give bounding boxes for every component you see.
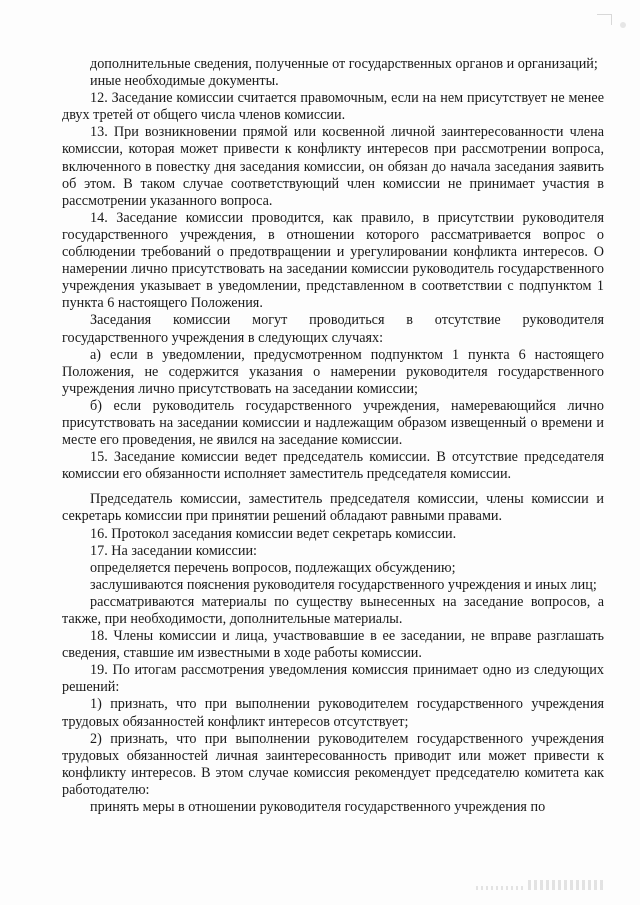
paragraph-other-documents: иные необходимые документы. bbox=[90, 73, 279, 90]
paragraph-14-presence: 14. Заседание комиссии проводится, как правило, в присутствии руководителя государственного учреждения, в отношении которого рассматривается вопрос о соблюдении требований о предотвращении и урегулировании конфликта интересов. О намерении лично присутствовать на заседании комиссии руководитель государственного учреждения указывает в уведомлении, представленном в соответствии с подпунктом 1 пункта 6 настоящего Положения. bbox=[62, 209, 604, 312]
paragraph-15-chair: 15. Заседание комиссии ведет председатель комиссии. В отсутствие председателя комиссии его обязанности исполняет заместитель председателя комиссии. bbox=[62, 449, 604, 483]
paragraph-case-a: а) если в уведомлении, предусмотренном подпунктом 1 пункта 6 настоящего Положения, не содержится указания о намерении руководителя государственного учреждения лично присутствовать на заседании комиссии; bbox=[62, 346, 604, 397]
paragraph-12-quorum: 12. Заседание комиссии считается правомочным, если на нем присутствует не менее двух третей от общего числа членов комиссии. bbox=[62, 90, 604, 124]
paragraph-17-list-1: определяется перечень вопросов, подлежащих обсуждению; bbox=[90, 559, 456, 576]
paragraph-equal-rights: Председатель комиссии, заместитель председателя комиссии, члены комиссии и секретарь комиссии при принятии решений обладают равными правами. bbox=[62, 491, 604, 525]
scan-footer-mark bbox=[528, 880, 606, 890]
scan-corner-mark bbox=[597, 14, 612, 25]
paragraph-19-decisions: 19. По итогам рассмотрения уведомления комиссия принимает одно из следующих решений: bbox=[62, 662, 604, 696]
paragraph-17-list-3: рассматриваются материалы по существу вынесенных на заседание вопросов, а также, при необходимости, дополнительные материалы. bbox=[62, 593, 604, 627]
paragraph-17-heading: 17. На заседании комиссии: bbox=[90, 542, 257, 559]
scan-dot-mark bbox=[620, 22, 626, 28]
paragraph-18-confidentiality: 18. Члены комиссии и лица, участвовавшие в ее заседании, не вправе разглашать сведения, ставшие им известными в ходе работы комиссии. bbox=[62, 628, 604, 662]
paragraph-take-measures: принять меры в отношении руководителя государственного учреждения по bbox=[90, 799, 546, 816]
paragraph-16-protocol: 16. Протокол заседания комиссии ведет секретарь комиссии. bbox=[90, 525, 457, 542]
paragraph-17-list-2: заслушиваются пояснения руководителя государственного учреждения и иных лиц; bbox=[90, 576, 597, 593]
paragraph-19-decision-1: 1) признать, что при выполнении руководителем государственного учреждения трудовых обязанностей конфликт интересов отсутствует; bbox=[62, 696, 604, 730]
scan-footer-mark-small bbox=[476, 886, 524, 890]
paragraph-19-decision-2: 2) признать, что при выполнении руководителем государственного учреждения трудовых обязанностей личная заинтересованность приводит или может привести к конфликту интересов. В этом случае комиссия рекомендует председателю комитета как работодателю: bbox=[62, 730, 604, 798]
paragraph-absence-cases: Заседания комиссии могут проводиться в отсутствие руководителя государственного учреждения в следующих случаях: bbox=[62, 312, 604, 346]
paragraph-additional-info: дополнительные сведения, полученные от государственных органов и организаций; bbox=[90, 56, 598, 72]
document-body bbox=[62, 56, 604, 816]
paragraph-case-b: б) если руководитель государственного учреждения, намеревающийся лично присутствовать на заседании комиссии и надлежащим образом извещенный о времени и месте его проведения, не явился на заседание комиссии. bbox=[62, 397, 604, 449]
paragraph-13-conflict: 13. При возникновении прямой или косвенной личной заинтересованности члена комиссии, которая может привести к конфликту интересов при рассмотрении вопроса, включенного в повестку дня заседания комиссии, он обязан до начала заседания заявить об этом. В таком случае соответствующий член комиссии не принимает участия в рассмотрении указанного вопроса. bbox=[62, 124, 604, 209]
